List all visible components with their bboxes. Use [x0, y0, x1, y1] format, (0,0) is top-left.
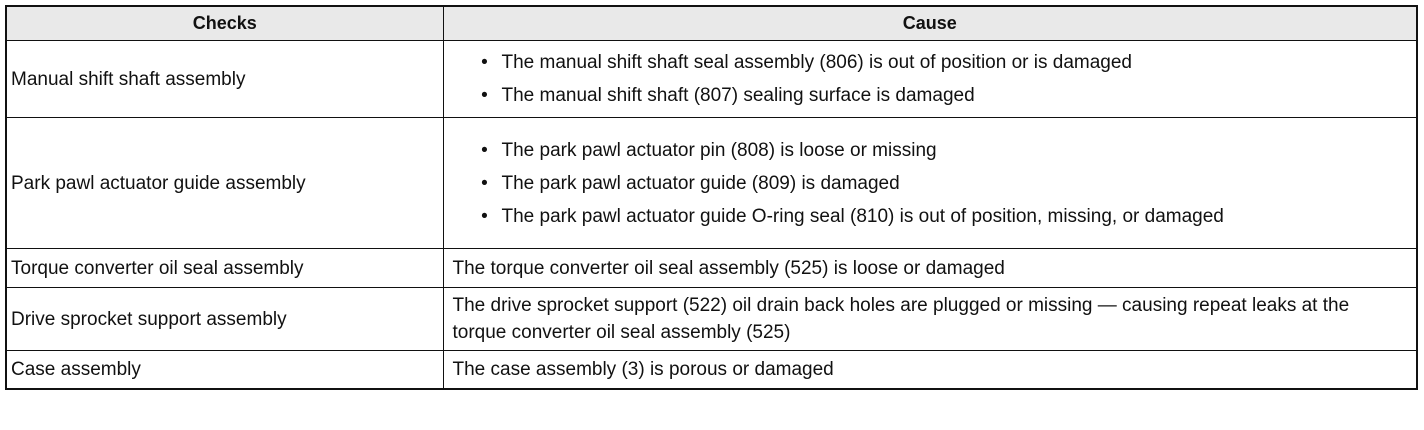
bullet-icon: • [481, 172, 488, 194]
check-cell: Park pawl actuator guide assembly [6, 118, 443, 249]
cause-cell: The case assembly (3) is porous or damaged [443, 351, 1417, 390]
cause-list-item [476, 82, 1405, 109]
cause-text: The park pawl actuator guide O-ring seal (810) is out of position, missing, or damaged [501, 205, 1224, 227]
table-row [6, 249, 1417, 288]
table-row [6, 288, 1417, 351]
bullet-icon: • [481, 139, 488, 161]
check-cell: Manual shift shaft assembly [6, 41, 443, 118]
cause-cell: The drive sprocket support (522) oil drain back holes are plugged or missing — causing repeat leaks at the torque converter oil seal assembly (525) [443, 288, 1417, 351]
cause-list-item [476, 170, 1405, 197]
header-cause: Cause [443, 6, 1417, 41]
table-header [6, 6, 1417, 41]
table-row [6, 351, 1417, 390]
cause-text: The manual shift shaft seal assembly (806) is out of position or is damaged [501, 52, 1132, 73]
cause-cell: The torque converter oil seal assembly (525) is loose or damaged [443, 249, 1417, 288]
cause-cell [443, 118, 1417, 249]
cause-text: The manual shift shaft (807) sealing surface is damaged [501, 85, 975, 106]
cause-list [476, 49, 1405, 109]
cause-cell [443, 41, 1417, 118]
cause-text: The park pawl actuator guide (809) is damaged [501, 172, 900, 194]
check-cell: Case assembly [6, 351, 443, 390]
bullet-icon: • [481, 205, 488, 227]
bullet-icon: • [481, 85, 488, 106]
header-row [6, 6, 1417, 41]
checks-cause-table [5, 5, 1418, 390]
cause-list-item [476, 203, 1405, 230]
diagnostic-table-container [5, 5, 1416, 390]
table-body [6, 41, 1417, 390]
cause-list [476, 137, 1405, 230]
cause-list-item [476, 137, 1405, 164]
table-row [6, 41, 1417, 118]
check-cell: Torque converter oil seal assembly [6, 249, 443, 288]
bullet-icon: • [481, 52, 488, 73]
cause-text: The park pawl actuator pin (808) is loose or missing [501, 139, 937, 161]
header-checks: Checks [6, 6, 443, 41]
cause-list-item [476, 49, 1405, 76]
table-row [6, 118, 1417, 249]
check-cell: Drive sprocket support assembly [6, 288, 443, 351]
